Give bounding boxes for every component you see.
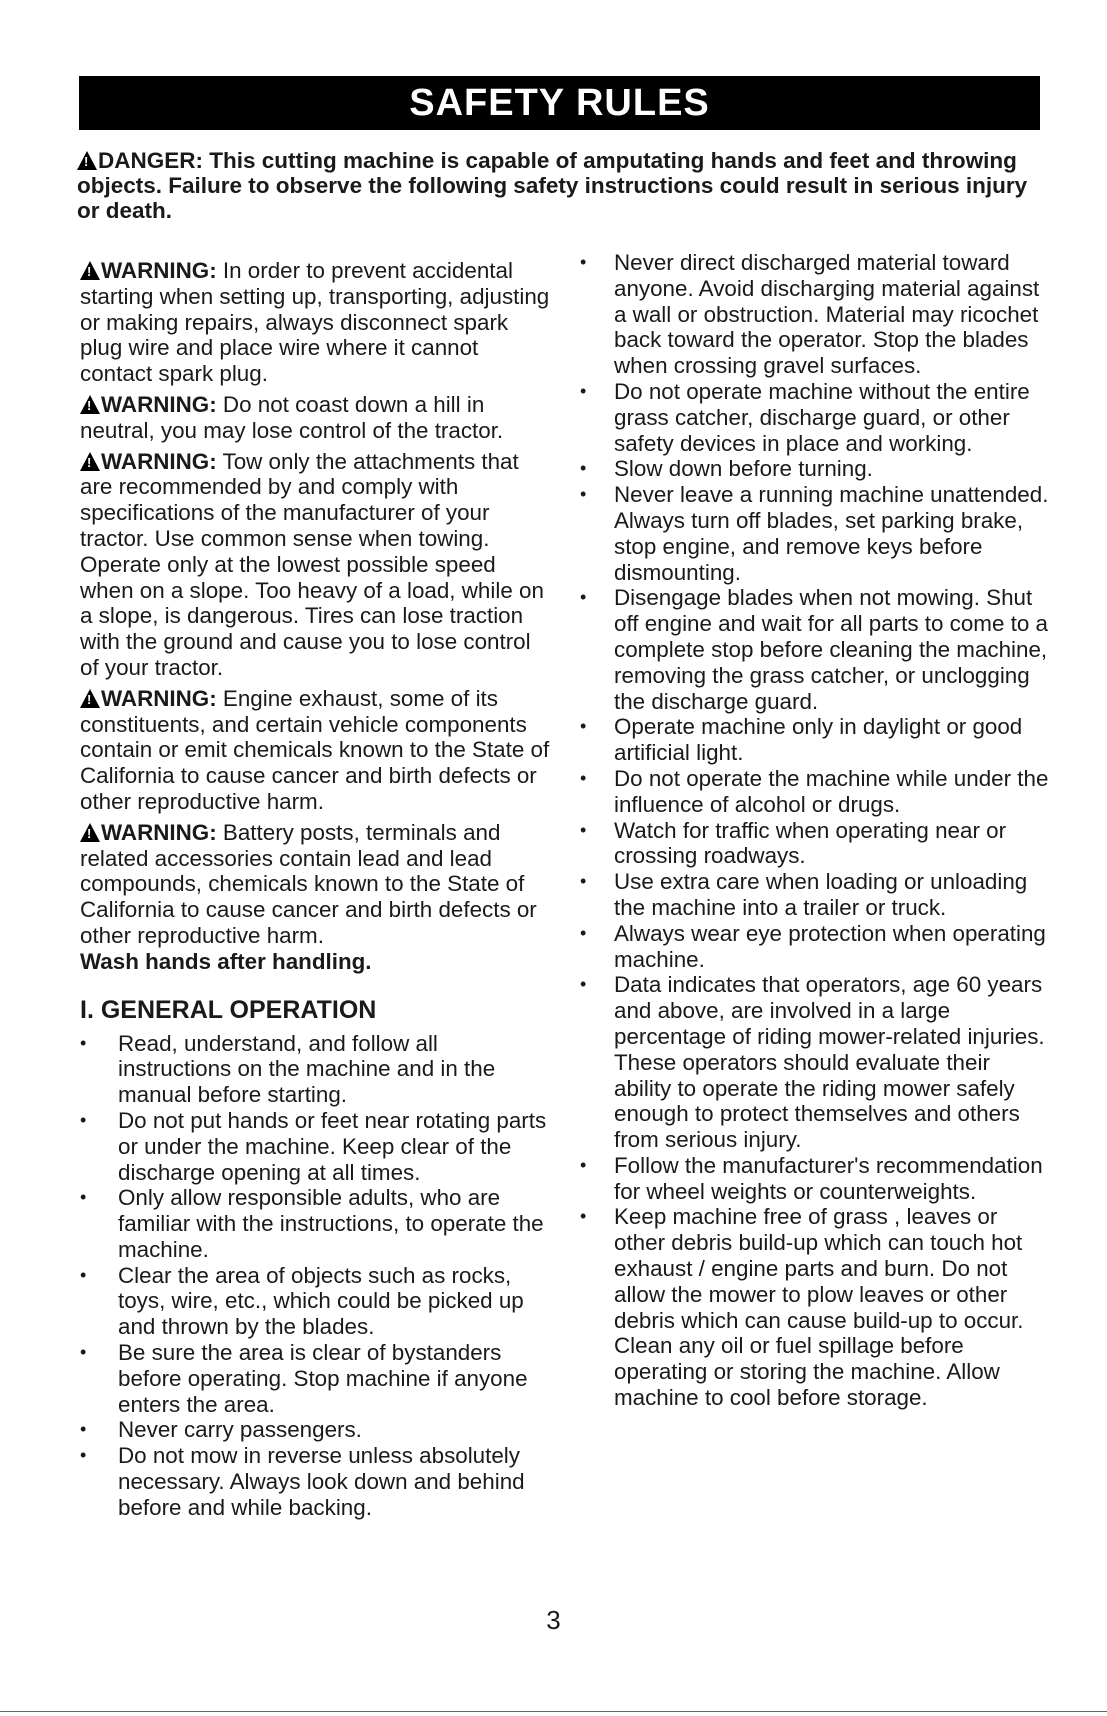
list-item: • Follow the manufacturer's recommendation for wheel weights or counterweights. (580, 1153, 1050, 1205)
list-item: • Never direct discharged material toward anyone. Avoid discharging material against a wall or obstruction. Material may ricochet back toward the operator. Stop the blades when crossing gravel surfaces. (580, 250, 1050, 379)
warning-triangle-icon (80, 823, 100, 842)
list-item: • Keep machine free of grass , leaves or other debris build-up which can touch hot exhaust / engine parts and burn. Do not allow the mower to plow leaves or other debris which can cause build-up to occur. Clean any oil or fuel spillage before operating or storing the machine. Allow machine to cool before storage. (580, 1204, 1050, 1410)
list-item: • Never leave a running machine unattended. Always turn off blades, set parking brake, stop engine, and remove keys before dismounting. (580, 482, 1050, 585)
warning-block (80, 820, 550, 975)
list-item: • Slow down before turning. (580, 456, 1050, 482)
warning-label: WARNING: (101, 448, 217, 474)
warning-triangle-icon (80, 261, 100, 280)
list-item: • Operate machine only in daylight or good artificial light. (580, 714, 1050, 766)
list-item: • Read, understand, and follow all instructions on the machine and in the manual before starting. (80, 1031, 550, 1108)
warning-triangle-icon (80, 452, 100, 471)
list-item: • Do not operate machine without the entire grass catcher, discharge guard, or other safety devices in place and working. (580, 379, 1050, 456)
warning-text: Engine exhaust, some of its constituents, and certain vehicle components contain or emit chemicals known to the State of California to cause cancer and birth defects or other reproductive harm. (80, 685, 550, 814)
warning-block (80, 392, 550, 444)
warning-text: In order to prevent accidental starting when setting up, transporting, adjusting or making repairs, always disconnect spark plug wire and place wire where it cannot contact spark plug. (80, 258, 550, 387)
wash-hands-emphasis: Wash hands after handling. (80, 948, 372, 974)
warning-block (80, 686, 550, 815)
danger-text: This cutting machine is capable of amputating hands and feet and throwing objects. Failure to observe the following safety instructions could result in serious injury or death. (77, 148, 1028, 223)
list-item: • Be sure the area is clear of bystanders before operating. Stop machine if anyone enters the area. (80, 1340, 550, 1417)
list-item: • Only allow responsible adults, who are familiar with the instructions, to operate the machine. (80, 1185, 550, 1262)
rules-list-left (80, 1031, 550, 1521)
list-item: • Do not operate the machine while under the influence of alcohol or drugs. (580, 766, 1050, 818)
warning-triangle-icon (80, 395, 100, 414)
list-item: • Always wear eye protection when operating machine. (580, 921, 1050, 973)
warning-triangle-icon (80, 689, 100, 708)
list-item: • Use extra care when loading or unloading the machine into a trailer or truck. (580, 869, 1050, 921)
page-number: 3 (546, 1605, 561, 1635)
list-item: • Do not put hands or feet near rotating parts or under the machine. Keep clear of the discharge opening at all times. (80, 1108, 550, 1185)
danger-notice (77, 148, 1037, 223)
warning-label: WARNING: (101, 391, 217, 417)
danger-label: DANGER: (98, 148, 203, 173)
bottom-divider (0, 1711, 1107, 1712)
warning-label: WARNING: (101, 685, 217, 711)
list-item: • Data indicates that operators, age 60 years and above, are involved in a large percentage of riding mower-related injuries. These operators should evaluate their ability to operate the riding mower safely enough to protect themselves and others from serious injury. (580, 972, 1050, 1153)
list-item: • Do not mow in reverse unless absolutely necessary. Always look down and behind before and while backing. (80, 1443, 550, 1520)
warning-triangle-icon (77, 151, 97, 170)
warning-block (80, 258, 550, 387)
section-heading: I. GENERAL OPERATION (80, 995, 377, 1024)
list-item: • Never carry passengers. (80, 1417, 550, 1443)
warning-label: WARNING: (101, 258, 217, 283)
warning-text: Do not coast down a hill in neutral, you may lose control of the tractor. (80, 391, 504, 443)
warning-text: Tow only the attachments that are recommended by and comply with specifications of the manufacturer of your tractor. Use common sense when towing. Operate only at the lowest possible speed when on a slope. Too heavy of a load, while on a slope, is dangerous. Tires can lose traction with the ground and cause you to lose control of your tractor. (80, 448, 544, 680)
warning-text: Battery posts, terminals and related accessories contain lead and lead compounds, chemicals known to the State of California to cause cancer and birth defects or other reproductive harm. (80, 819, 537, 948)
list-item: • Disengage blades when not mowing. Shut off engine and wait for all parts to come to a complete stop before cleaning the machine, removing the grass catcher, or unclogging the discharge guard. (580, 585, 1050, 714)
warning-label: WARNING: (101, 819, 217, 845)
list-item: • Clear the area of objects such as rocks, toys, wire, etc., which could be picked up and thrown by the blades. (80, 1263, 550, 1340)
page-title: SAFETY RULES (79, 76, 1040, 130)
right-column (580, 250, 1050, 1411)
rules-list-right (580, 250, 1050, 1411)
warning-block (80, 449, 550, 681)
list-item: • Watch for traffic when operating near or crossing roadways. (580, 818, 1050, 870)
left-column (80, 258, 550, 1521)
